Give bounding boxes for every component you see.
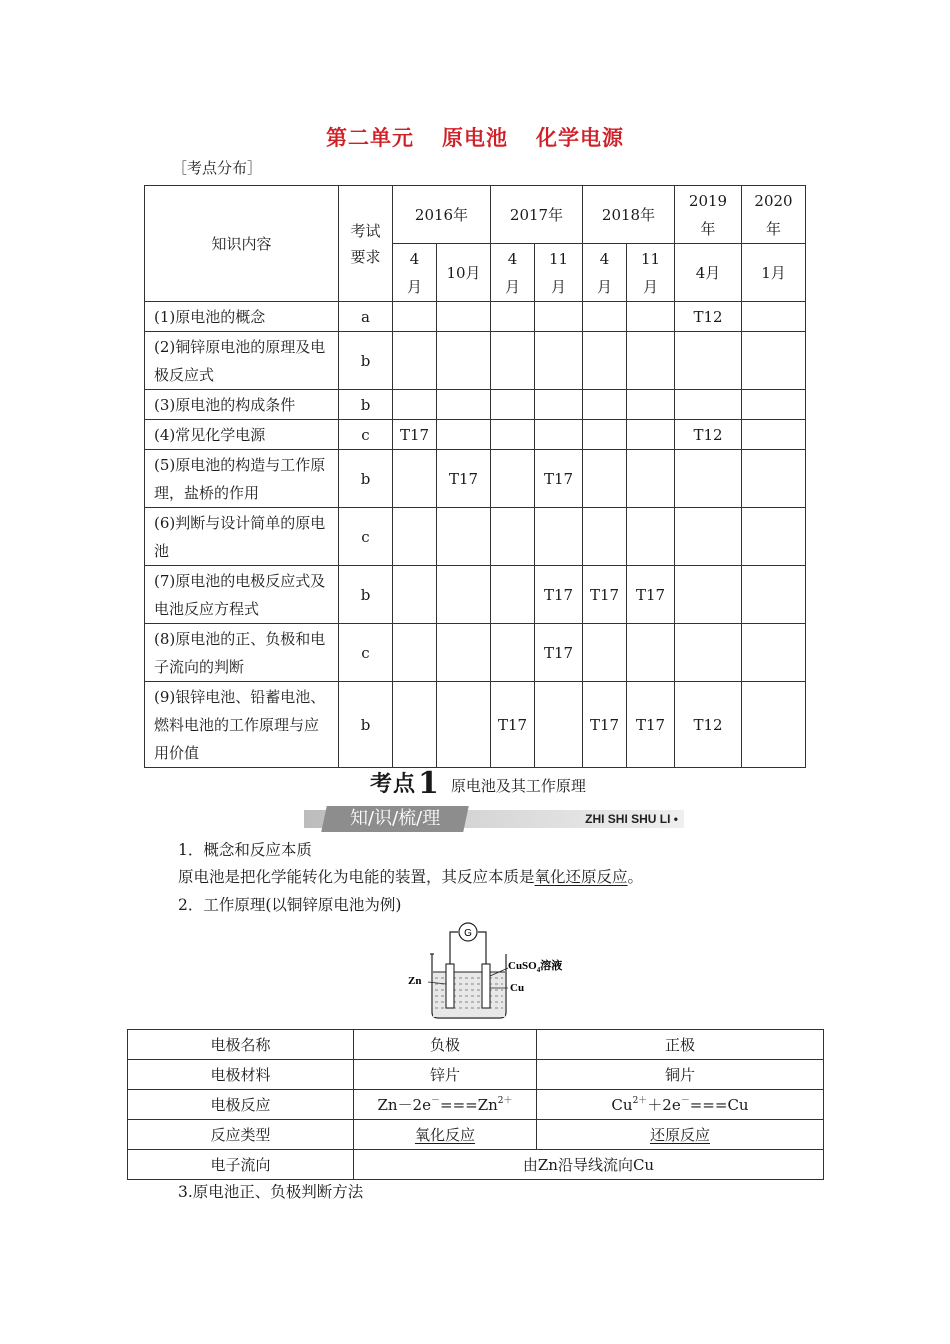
row-cell — [583, 302, 627, 332]
row-cell — [742, 624, 806, 682]
row-cell — [491, 390, 535, 420]
row-cell — [583, 332, 627, 390]
cu-electrode — [482, 964, 490, 1008]
row-cell — [675, 450, 742, 508]
row-requirement: c — [339, 508, 393, 566]
row-content: (3)原电池的构成条件 — [145, 390, 339, 420]
row-cell — [627, 420, 675, 450]
row-cell — [742, 390, 806, 420]
kaodian-text: 原电池及其工作原理 — [450, 777, 586, 795]
underlined-answer: 氧化还原反应 — [534, 868, 628, 886]
row-cell — [742, 682, 806, 768]
header-content: 知识内容 — [145, 186, 339, 302]
row-cell: T17 — [627, 566, 675, 624]
row-content: (7)原电池的电极反应式及电池反应方程式 — [145, 566, 339, 624]
negative-cell: 氧化反应 — [354, 1120, 537, 1150]
wire-right — [478, 932, 486, 964]
month-2016-apr: 4月 — [393, 244, 437, 302]
row-cell — [491, 566, 535, 624]
row-cell — [675, 566, 742, 624]
table-row — [128, 1060, 824, 1090]
row-cell: T17 — [627, 682, 675, 768]
kaodian-number: 1 — [418, 766, 439, 801]
row-requirement: b — [339, 566, 393, 624]
row-cell — [491, 450, 535, 508]
section3-heading: 3.原电池正、负极判断方法 — [178, 1183, 364, 1201]
table-row — [145, 302, 806, 332]
row-content: (9)银锌电池、铅蓄电池、燃料电池的工作原理与应用价值 — [145, 682, 339, 768]
table-row — [128, 1030, 824, 1060]
row-cell: T12 — [675, 302, 742, 332]
title-unit: 第二单元 — [326, 126, 414, 150]
row-cell — [393, 450, 437, 508]
row-cell — [583, 450, 627, 508]
cu-zn-cell-diagram — [408, 920, 578, 1026]
row-requirement: b — [339, 332, 393, 390]
row-cell — [491, 332, 535, 390]
table-row — [128, 1090, 824, 1120]
row-cell — [675, 624, 742, 682]
header-2017: 2017年 — [491, 186, 583, 244]
knowledge-banner — [304, 806, 684, 832]
row-cell — [535, 420, 583, 450]
row-cell: T17 — [437, 450, 491, 508]
row-cell — [627, 450, 675, 508]
row-cell — [437, 682, 491, 768]
row-cell — [535, 390, 583, 420]
row-requirement: b — [339, 390, 393, 420]
row-header: 电子流向 — [128, 1150, 354, 1180]
title-chemical-power: 化学电源 — [536, 126, 624, 150]
row-cell — [535, 302, 583, 332]
row-cell: T12 — [675, 682, 742, 768]
row-cell — [393, 332, 437, 390]
exam-distribution-table — [144, 185, 806, 768]
title-primary-cell: 原电池 — [442, 126, 508, 150]
month-2018-apr: 4月 — [583, 244, 627, 302]
table-row — [145, 508, 806, 566]
section1-heading: 1．概念和反应本质 — [178, 841, 312, 859]
wire-left — [450, 932, 458, 964]
distribution-label: ［考点分布］ — [172, 159, 263, 177]
zn-label: Zn — [408, 975, 422, 987]
row-cell — [535, 682, 583, 768]
row-header: 电极材料 — [128, 1060, 354, 1090]
electrode-table — [127, 1029, 824, 1180]
kaodian-heading — [370, 766, 586, 801]
table-row — [128, 1150, 824, 1180]
row-cell — [437, 420, 491, 450]
banner-pinyin: ZHI SHI SHU LI • — [585, 812, 678, 826]
positive-cell: 正极 — [537, 1030, 824, 1060]
galvanometer-label: G — [464, 928, 472, 939]
positive-cell: 还原反应 — [537, 1120, 824, 1150]
row-cell — [393, 566, 437, 624]
row-cell — [437, 508, 491, 566]
zn-electrode — [446, 964, 454, 1008]
row-cell — [583, 624, 627, 682]
row-cell — [393, 508, 437, 566]
row-cell: T17 — [535, 566, 583, 624]
row-header: 电极反应 — [128, 1090, 354, 1120]
section1-paragraph: 原电池是把化学能转化为电能的装置，其反应本质是氧化还原反应。 — [178, 868, 644, 886]
row-cell — [535, 508, 583, 566]
row-cell — [675, 390, 742, 420]
row-cell — [742, 450, 806, 508]
row-cell — [491, 508, 535, 566]
row-cell — [583, 508, 627, 566]
row-cell: T17 — [583, 566, 627, 624]
row-cell — [437, 332, 491, 390]
row-cell: T17 — [535, 624, 583, 682]
row-requirement: b — [339, 450, 393, 508]
positive-reaction: $Cu^{2+}+2e^-===Cu$ — [537, 1090, 824, 1120]
row-cell — [742, 508, 806, 566]
row-cell — [742, 566, 806, 624]
electron-flow: 由Zn沿导线流向Cu — [354, 1150, 824, 1180]
row-requirement: c — [339, 624, 393, 682]
table-row — [145, 682, 806, 768]
row-cell — [393, 682, 437, 768]
row-content: (1)原电池的概念 — [145, 302, 339, 332]
table-row — [145, 390, 806, 420]
month-2018-nov: 11月 — [627, 244, 675, 302]
header-2018: 2018年 — [583, 186, 675, 244]
row-cell — [627, 624, 675, 682]
negative-cell: 负极 — [354, 1030, 537, 1060]
row-requirement: c — [339, 420, 393, 450]
row-content: (6)判断与设计简单的原电池 — [145, 508, 339, 566]
row-cell — [675, 508, 742, 566]
row-cell — [393, 390, 437, 420]
row-header: 电极名称 — [128, 1030, 354, 1060]
row-content: (8)原电池的正、负极和电子流向的判断 — [145, 624, 339, 682]
table-row — [145, 332, 806, 390]
table-row — [145, 450, 806, 508]
table-row — [145, 420, 806, 450]
kaodian-label: 考点 — [370, 772, 417, 797]
row-content: (5)原电池的构造与工作原理，盐桥的作用 — [145, 450, 339, 508]
row-cell: T17 — [583, 682, 627, 768]
row-cell — [742, 332, 806, 390]
row-cell — [437, 566, 491, 624]
month-2019-apr: 4月 — [675, 244, 742, 302]
row-cell — [742, 420, 806, 450]
row-cell — [583, 420, 627, 450]
row-cell — [535, 332, 583, 390]
row-cell — [627, 390, 675, 420]
row-cell: T17 — [491, 682, 535, 768]
negative-reaction: $Zn-2e^-===Zn^{2+}$ — [354, 1090, 537, 1120]
row-cell — [437, 302, 491, 332]
row-content: (2)铜锌原电池的原理及电极反应式 — [145, 332, 339, 390]
section2-heading: 2．工作原理(以铜锌原电池为例) — [178, 896, 402, 914]
row-cell — [583, 390, 627, 420]
page-title — [0, 122, 950, 152]
cu-label: Cu — [510, 982, 525, 994]
row-requirement: b — [339, 682, 393, 768]
row-cell — [491, 302, 535, 332]
month-2020-jan: 1月 — [742, 244, 806, 302]
row-cell — [491, 420, 535, 450]
row-cell: T17 — [393, 420, 437, 450]
row-cell — [627, 508, 675, 566]
row-cell — [675, 332, 742, 390]
row-cell — [393, 624, 437, 682]
negative-cell: 锌片 — [354, 1060, 537, 1090]
electrolyte — [433, 972, 505, 1017]
banner-label: 知/识/梳/理 — [321, 806, 469, 832]
row-header: 反应类型 — [128, 1120, 354, 1150]
table-row — [128, 1120, 824, 1150]
row-cell — [437, 390, 491, 420]
cuso4-label: CuSO$_4$溶液 — [508, 960, 563, 974]
row-cell — [627, 302, 675, 332]
row-cell — [437, 624, 491, 682]
row-cell — [742, 302, 806, 332]
row-requirement: a — [339, 302, 393, 332]
header-2016: 2016年 — [393, 186, 491, 244]
row-cell — [393, 302, 437, 332]
row-content: (4)常见化学电源 — [145, 420, 339, 450]
header-2019: 2019年 — [675, 186, 742, 244]
header-requirement: 考试要求 — [339, 186, 393, 302]
table-row — [145, 624, 806, 682]
row-cell — [491, 624, 535, 682]
row-cell: T12 — [675, 420, 742, 450]
month-2016-oct: 10月 — [437, 244, 491, 302]
header-2020: 2020年 — [742, 186, 806, 244]
month-2017-nov: 11月 — [535, 244, 583, 302]
row-cell — [627, 332, 675, 390]
row-cell: T17 — [535, 450, 583, 508]
month-2017-apr: 4月 — [491, 244, 535, 302]
table-row — [145, 566, 806, 624]
positive-cell: 铜片 — [537, 1060, 824, 1090]
